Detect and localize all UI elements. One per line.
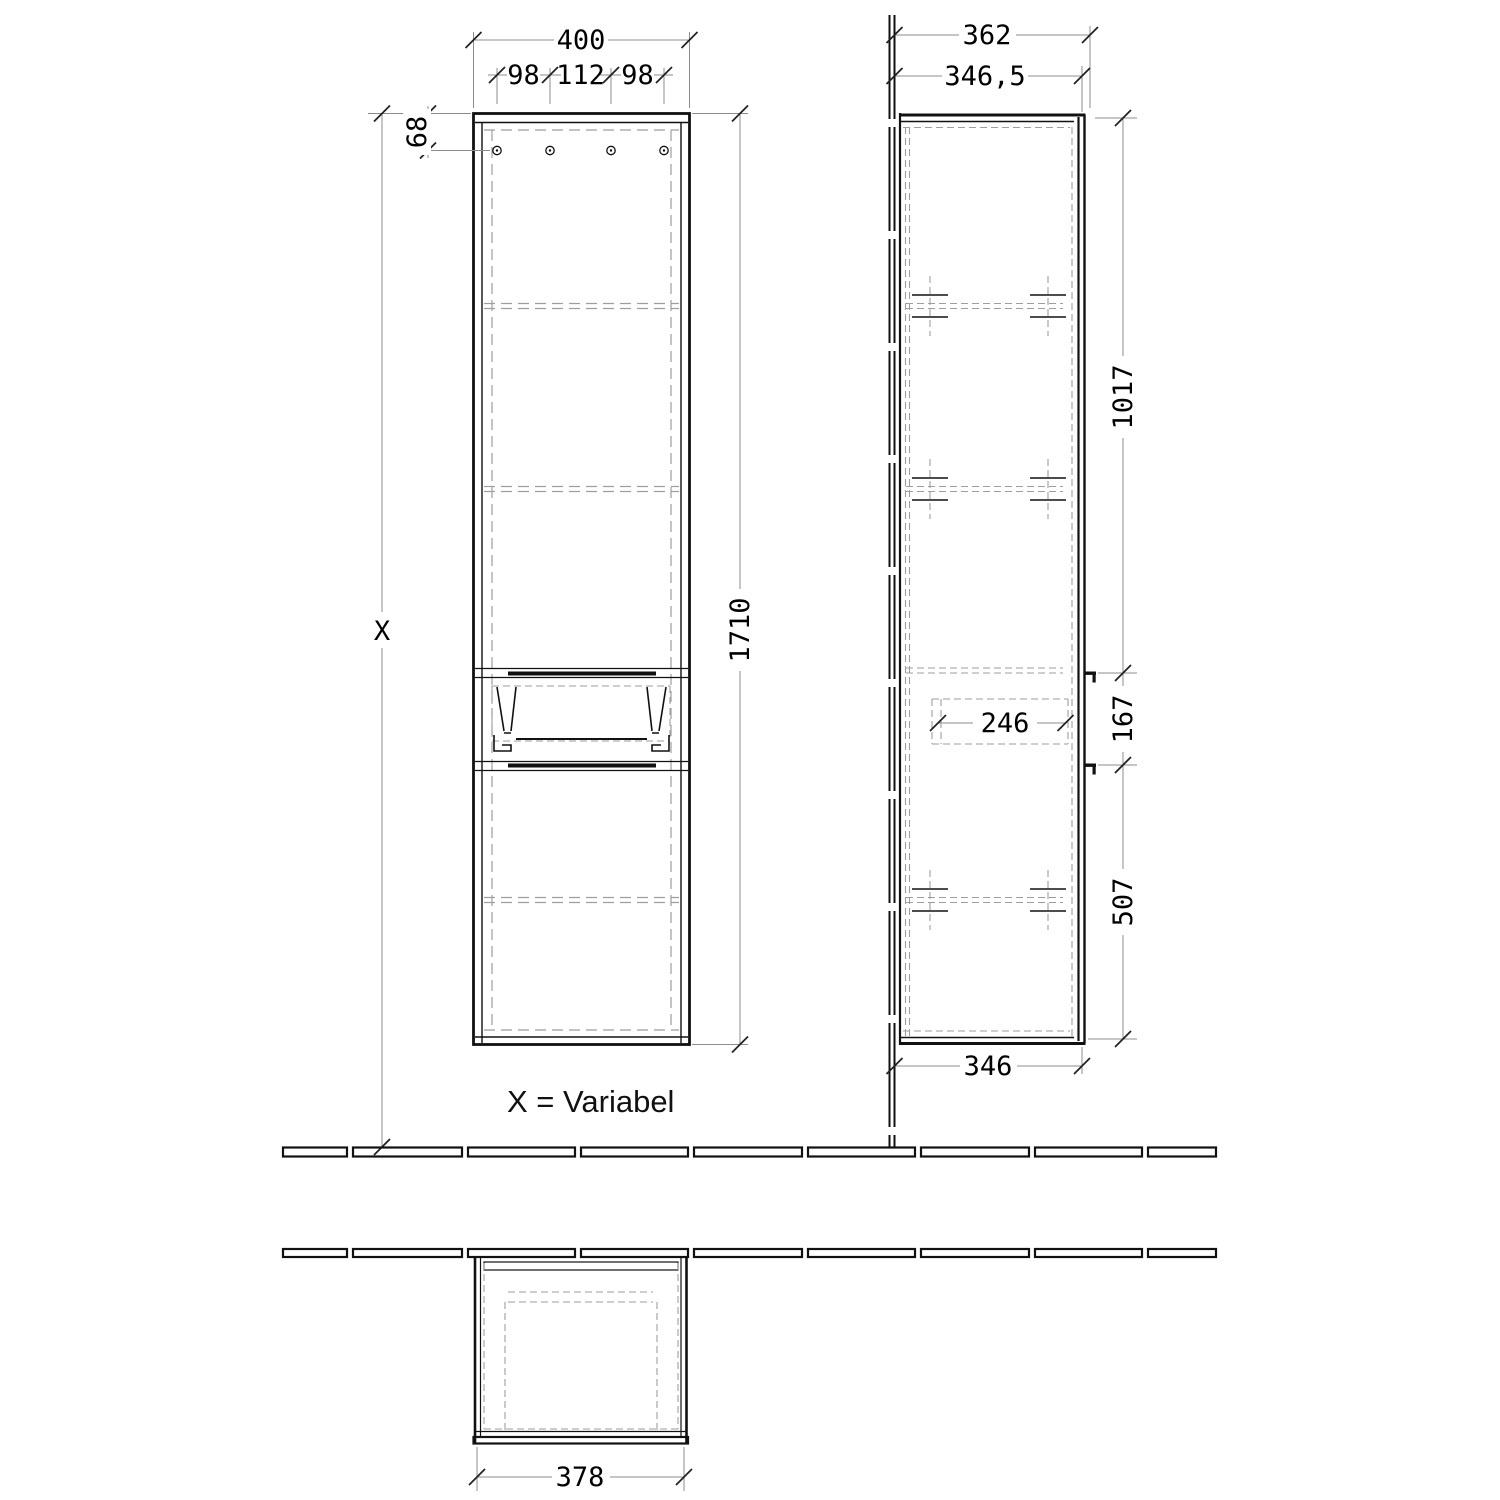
dim-text-top-width: 378 bbox=[555, 1462, 605, 1493]
lower-door-top-edge bbox=[475, 762, 688, 771]
dim-text-hole-left: 98 bbox=[507, 60, 540, 91]
dim-text-drawer-depth: 246 bbox=[980, 708, 1030, 739]
dim-front-height bbox=[692, 106, 757, 1053]
top-view bbox=[474, 1257, 689, 1444]
dim-text-front-height: 1710 bbox=[725, 597, 756, 663]
front-view bbox=[474, 114, 690, 1045]
mounting-holes bbox=[493, 146, 668, 154]
dim-text-hole-top-offset: 68 bbox=[402, 115, 433, 149]
dim-text-lower-section: 507 bbox=[1108, 877, 1139, 927]
dim-drawer-depth bbox=[930, 708, 1074, 739]
dim-side-chain bbox=[1088, 110, 1140, 1047]
dim-text-hole-center: 112 bbox=[556, 60, 605, 91]
floor-band-elevation bbox=[283, 1148, 1216, 1157]
mounting-rail bbox=[484, 1262, 678, 1270]
wall-line bbox=[890, 15, 895, 1147]
dim-text-middle-section: 167 bbox=[1108, 694, 1139, 744]
upper-door-bottom-edge bbox=[475, 669, 688, 678]
top-view-front-edge bbox=[474, 1437, 689, 1444]
side-view bbox=[890, 15, 1097, 1147]
dim-hole-top-offset bbox=[368, 106, 490, 159]
dim-text-depth-total: 362 bbox=[962, 20, 1012, 51]
variable-note: X = Variabel bbox=[507, 1084, 675, 1119]
door-handles bbox=[1085, 672, 1096, 775]
wall-band-plan bbox=[283, 1249, 1216, 1257]
shelf-symbols bbox=[906, 276, 1066, 930]
dim-text-hole-right: 98 bbox=[621, 60, 654, 91]
internal-drawer-front bbox=[492, 686, 670, 751]
dim-text-mount-height: X bbox=[373, 616, 391, 647]
dim-side-depth-bottom bbox=[887, 1047, 1091, 1082]
front-shelves-dashed bbox=[484, 304, 679, 903]
top-view-drawer-dashed bbox=[505, 1292, 657, 1431]
dim-front-holes bbox=[488, 60, 673, 104]
dim-text-depth-bottom: 346 bbox=[963, 1051, 1013, 1082]
front-carcass-outline bbox=[474, 114, 690, 1045]
dim-top-width bbox=[469, 1447, 692, 1493]
dim-text-depth-carcass: 346,5 bbox=[944, 61, 1026, 92]
dim-mount-height bbox=[366, 106, 398, 1156]
dim-text-upper-section: 1017 bbox=[1108, 364, 1139, 430]
dim-side-depth-carcass bbox=[887, 61, 1091, 112]
dim-text-front-width: 400 bbox=[556, 25, 606, 56]
